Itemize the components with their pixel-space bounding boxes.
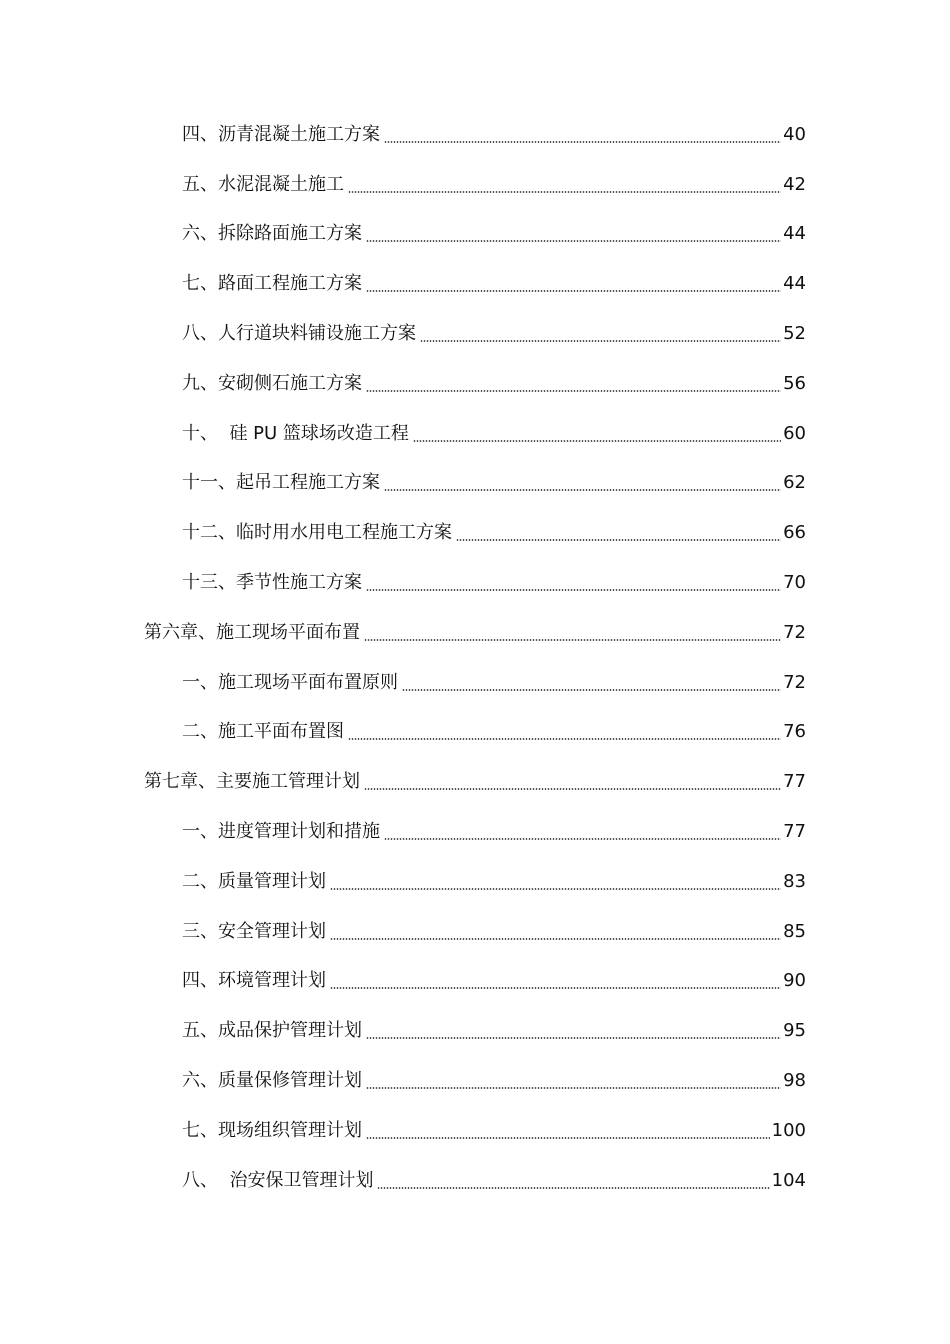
toc-entry-page: 42	[783, 173, 806, 195]
toc-dot-leader	[330, 938, 781, 940]
toc-entry[interactable]	[0, 1106, 950, 1156]
toc-entry-page: 76	[783, 721, 806, 743]
toc-entry-title: 四、环境管理计划	[182, 970, 326, 992]
toc-dot-leader	[366, 1087, 781, 1089]
toc-dot-leader	[384, 489, 781, 491]
toc-entry-page: 40	[783, 123, 806, 145]
toc-entry[interactable]	[0, 160, 950, 210]
toc-entry[interactable]	[0, 558, 950, 608]
toc-entry-title: 五、成品保护管理计划	[182, 1020, 362, 1042]
toc-entry-title: 四、沥青混凝土施工方案	[182, 123, 380, 145]
toc-entry-title: 第六章、施工现场平面布置	[144, 621, 360, 643]
toc-dot-leader	[402, 689, 781, 691]
toc-entry-page: 90	[783, 970, 806, 992]
toc-entry-title: 五、水泥混凝土施工	[182, 173, 344, 195]
toc-dot-leader	[366, 589, 781, 591]
toc-entry[interactable]	[0, 1006, 950, 1056]
toc-entry-title: 二、质量管理计划	[182, 870, 326, 892]
toc-entry-page: 98	[783, 1070, 806, 1092]
toc-entry-title: 九、安砌侧石施工方案	[182, 372, 362, 394]
table-of-contents	[0, 110, 950, 1206]
toc-entry-page: 83	[783, 870, 806, 892]
toc-entry-page: 70	[783, 572, 806, 594]
toc-dot-leader	[364, 788, 781, 790]
toc-dot-leader	[413, 440, 781, 442]
toc-entry-page: 44	[783, 273, 806, 295]
toc-entry-page: 60	[783, 422, 806, 444]
toc-entry-page: 44	[783, 223, 806, 245]
toc-entry[interactable]	[0, 259, 950, 309]
toc-entry-title: 十一、起吊工程施工方案	[182, 472, 380, 494]
toc-entry[interactable]	[0, 110, 950, 160]
toc-entry-title: 第七章、主要施工管理计划	[144, 771, 360, 793]
toc-dot-leader	[456, 539, 781, 541]
toc-entry[interactable]	[0, 907, 950, 957]
toc-dot-leader	[366, 1137, 770, 1139]
toc-entry[interactable]	[0, 1156, 950, 1206]
toc-entry-page: 72	[783, 671, 806, 693]
toc-entry-title: 八、 治安保卫管理计划	[182, 1169, 374, 1191]
toc-chapter-entry[interactable]	[0, 608, 950, 658]
toc-entry-title: 八、人行道块料铺设施工方案	[182, 323, 416, 345]
toc-dot-leader	[366, 390, 781, 392]
toc-entry-page: 66	[783, 522, 806, 544]
toc-entry-title: 二、施工平面布置图	[182, 721, 344, 743]
toc-entry-page: 77	[783, 771, 806, 793]
toc-entry-page: 56	[783, 372, 806, 394]
toc-entry[interactable]	[0, 459, 950, 509]
toc-entry[interactable]	[0, 658, 950, 708]
toc-dot-leader	[384, 141, 781, 143]
toc-entry-title: 六、拆除路面施工方案	[182, 223, 362, 245]
toc-entry-title: 七、路面工程施工方案	[182, 273, 362, 295]
toc-entry-title: 十二、临时用水用电工程施工方案	[182, 522, 452, 544]
toc-entry-page: 104	[771, 1169, 806, 1191]
toc-dot-leader	[330, 987, 781, 989]
toc-dot-leader	[348, 191, 781, 193]
toc-entry[interactable]	[0, 857, 950, 907]
toc-dot-leader	[366, 290, 781, 292]
toc-entry[interactable]	[0, 708, 950, 758]
toc-entry-title: 一、施工现场平面布置原则	[182, 671, 398, 693]
toc-entry[interactable]	[0, 409, 950, 459]
toc-entry-title: 十三、季节性施工方案	[182, 572, 362, 594]
toc-entry-page: 62	[783, 472, 806, 494]
toc-entry-page: 72	[783, 621, 806, 643]
toc-entry-page: 77	[783, 821, 806, 843]
toc-entry-title: 十、 硅 PU 篮球场改造工程	[182, 422, 409, 444]
toc-entry[interactable]	[0, 309, 950, 359]
toc-entry[interactable]	[0, 210, 950, 260]
toc-entry-title: 七、现场组织管理计划	[182, 1119, 362, 1141]
toc-dot-leader	[348, 738, 781, 740]
toc-dot-leader	[330, 888, 781, 890]
toc-entry-page: 95	[783, 1020, 806, 1042]
toc-entry-page: 100	[771, 1119, 806, 1141]
toc-entry-title: 六、质量保修管理计划	[182, 1070, 362, 1092]
toc-dot-leader	[364, 639, 781, 641]
toc-entry-page: 52	[783, 323, 806, 345]
toc-entry-page: 85	[783, 920, 806, 942]
toc-entry[interactable]	[0, 957, 950, 1007]
toc-entry[interactable]	[0, 807, 950, 857]
toc-entry[interactable]	[0, 359, 950, 409]
toc-dot-leader	[366, 240, 781, 242]
toc-entry-title: 三、安全管理计划	[182, 920, 326, 942]
toc-dot-leader	[377, 1187, 769, 1189]
toc-entry[interactable]	[0, 1056, 950, 1106]
toc-dot-leader	[384, 838, 781, 840]
toc-entry-title: 一、进度管理计划和措施	[182, 821, 380, 843]
toc-chapter-entry[interactable]	[0, 757, 950, 807]
toc-dot-leader	[366, 1037, 781, 1039]
toc-entry[interactable]	[0, 508, 950, 558]
toc-dot-leader	[420, 340, 781, 342]
